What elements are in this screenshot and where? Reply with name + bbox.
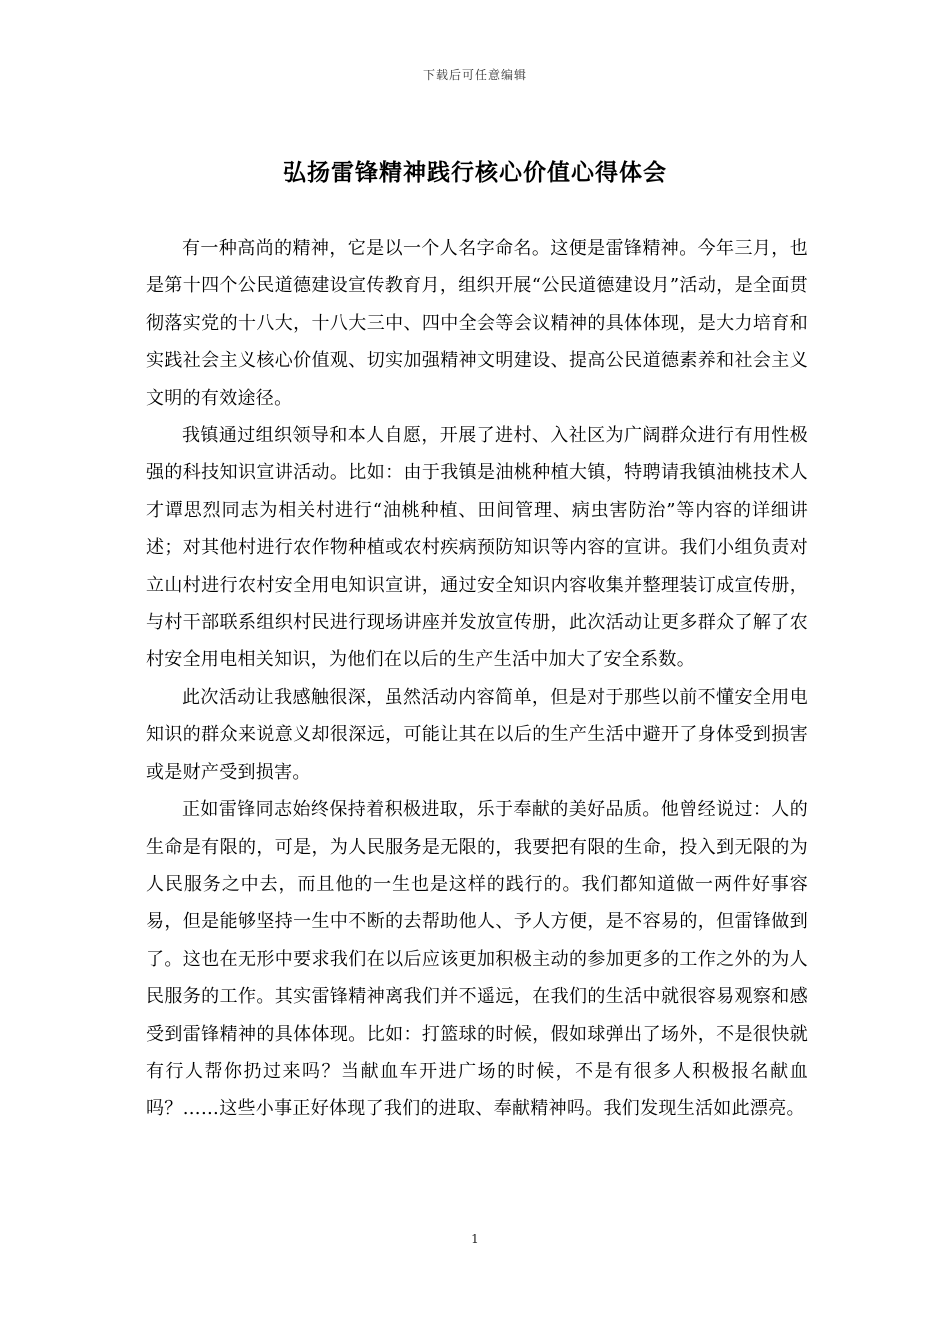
header-note: 下载后可任意编辑 bbox=[422, 68, 527, 82]
paragraph-1: 有一种高尚的精神，它是以一个人名字命名。这便是雷锋精神。今年三月，也是第十四个公民道德建设宣传教育月，组织开展“公民道德建设月”活动，是全面贯彻落实党的十八大，十八大三中、四中全会等会议精神的具体体现，是大力培育和实践社会主义核心价值观、切实加强精神文明建设、提高公民道德素养和社会主义文明的有效途径。 bbox=[146, 238, 808, 409]
page-number: 1 bbox=[471, 1232, 479, 1246]
paragraph-3: 此次活动让我感触很深，虽然活动内容简单，但是对于那些以前不懂安全用电知识的群众来说意义却很深远，可能让其在以后的生产生活中避开了身体受到损害或是财产受到损害。 bbox=[146, 686, 808, 783]
paragraph-2: 我镇通过组织领导和本人自愿，开展了进村、入社区为广阔群众进行有用性极强的科技知识宣讲活动。比如：由于我镇是油桃种植大镇，特聘请我镇油桃技术人才谭思烈同志为相关村进行“油桃种植、田间管理、病虫害防治”等内容的详细讲述；对其他村进行农作物种植或农村疾病预防知识等内容的宣讲。我们小组负责对立山村进行农村安全用电知识宣讲，通过安全知识内容收集并整理装订成宣传册，与村干部联系组织村民进行现场讲座并发放宣传册，此次活动让更多群众了解了农村安全用电相关知识，为他们在以后的生产生活中加大了安全系数。 bbox=[146, 425, 808, 671]
paragraph-4: 正如雷锋同志始终保持着积极进取，乐于奉献的美好品质。他曾经说过：人的生命是有限的，可是，为人民服务是无限的，我要把有限的生命，投入到无限的为人民服务之中去，而且他的一生也是这样的践行的。我们都知道做一两件好事容易，但是能够坚持一生中不断的去帮助他人、予人方便，是不容易的，但雷锋做到了。这也在无形中要求我们在以后应该更加积极主动的参加更多的工作之外的为人民服务的工作。其实雷锋精神离我们并不遥远，在我们的生活中就很容易观察和感受到雷锋精神的具体体现。比如：打篮球的时候，假如球弹出了场外，不是很快就有行人帮你扔过来吗？当献血车开进广场的时候，不是有很多人积极报名献血吗？……这些小事正好体现了我们的进取、奉献精神吗。我们发现生活如此漂亮。 bbox=[146, 799, 808, 1120]
document-title: 弘扬雷锋精神践行核心价值心得体会 bbox=[283, 160, 667, 186]
document-body bbox=[146, 230, 808, 1128]
